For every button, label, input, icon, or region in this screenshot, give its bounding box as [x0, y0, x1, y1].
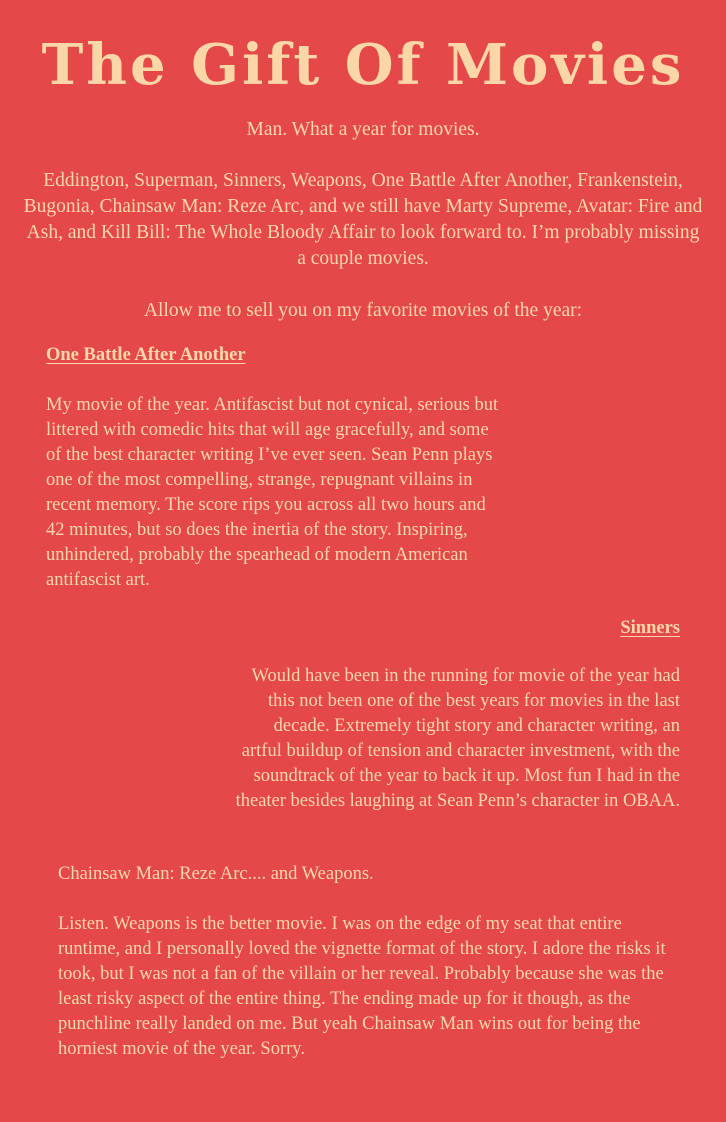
section-body-sinners: Would have been in the running for movie of the year had this not been one of the best years for movies in the last decade. Extremely tight story and character writing, an artful buildup of tension and character investment, with the soundtrack of the year to back it up. Most fun I had in the theater besides laughing at Sean Penn’s character in OBAA. [235, 666, 680, 811]
movie-list-paragraph: Eddington, Superman, Sinners, Weapons, One Battle After Another, Frankenstein, Bugonia, Chainsaw Man: Reze Arc, and we still have Marty Supreme, Avatar: Fire and Ash, and Kill Bill: The Whole Bloody Affair to look forward to. I’m probably missing a couple movies. [23, 170, 703, 269]
section-body-chainsaw-man-weapons: Listen. Weapons is the better movie. I was on the edge of my seat that entire runtime, and I personally loved the vignette format of the story. I adore the risks it took, but I was not a fan of the villain or her reveal. Probably because she was the least risky aspect of the entire thing. The ending made up for it though, as the punchline really landed on me. But yeah Chainsaw Man wins out for being the horniest movie of the year. Sorry. [58, 914, 666, 1059]
intro-text: Man. What a year for movies. [246, 119, 480, 140]
page-title: The Gift Of Movies [41, 32, 685, 98]
sell-intro-text: Allow me to sell you on my favorite movies of the year: [143, 300, 583, 321]
section-heading-one-battle-after-another: One Battle After Another [46, 345, 246, 365]
section-body-one-battle-after-another: My movie of the year. Antifascist but not cynical, serious but littered with comedic hits that will age gracefully, and some of the best character writing I’ve ever seen. Sean Penn plays one of the most compelling, strange, repugnant villains in recent memory. The score rips you across all two hours and 42 minutes, but so does the inertia of the story. Inspiring, unhindered, probably the spearhead of modern American antifascist art. [46, 395, 499, 590]
section-heading-sinners: Sinners [620, 618, 680, 638]
section-heading-chainsaw-man-weapons: Chainsaw Man: Reze Arc.... and Weapons. [58, 864, 374, 884]
